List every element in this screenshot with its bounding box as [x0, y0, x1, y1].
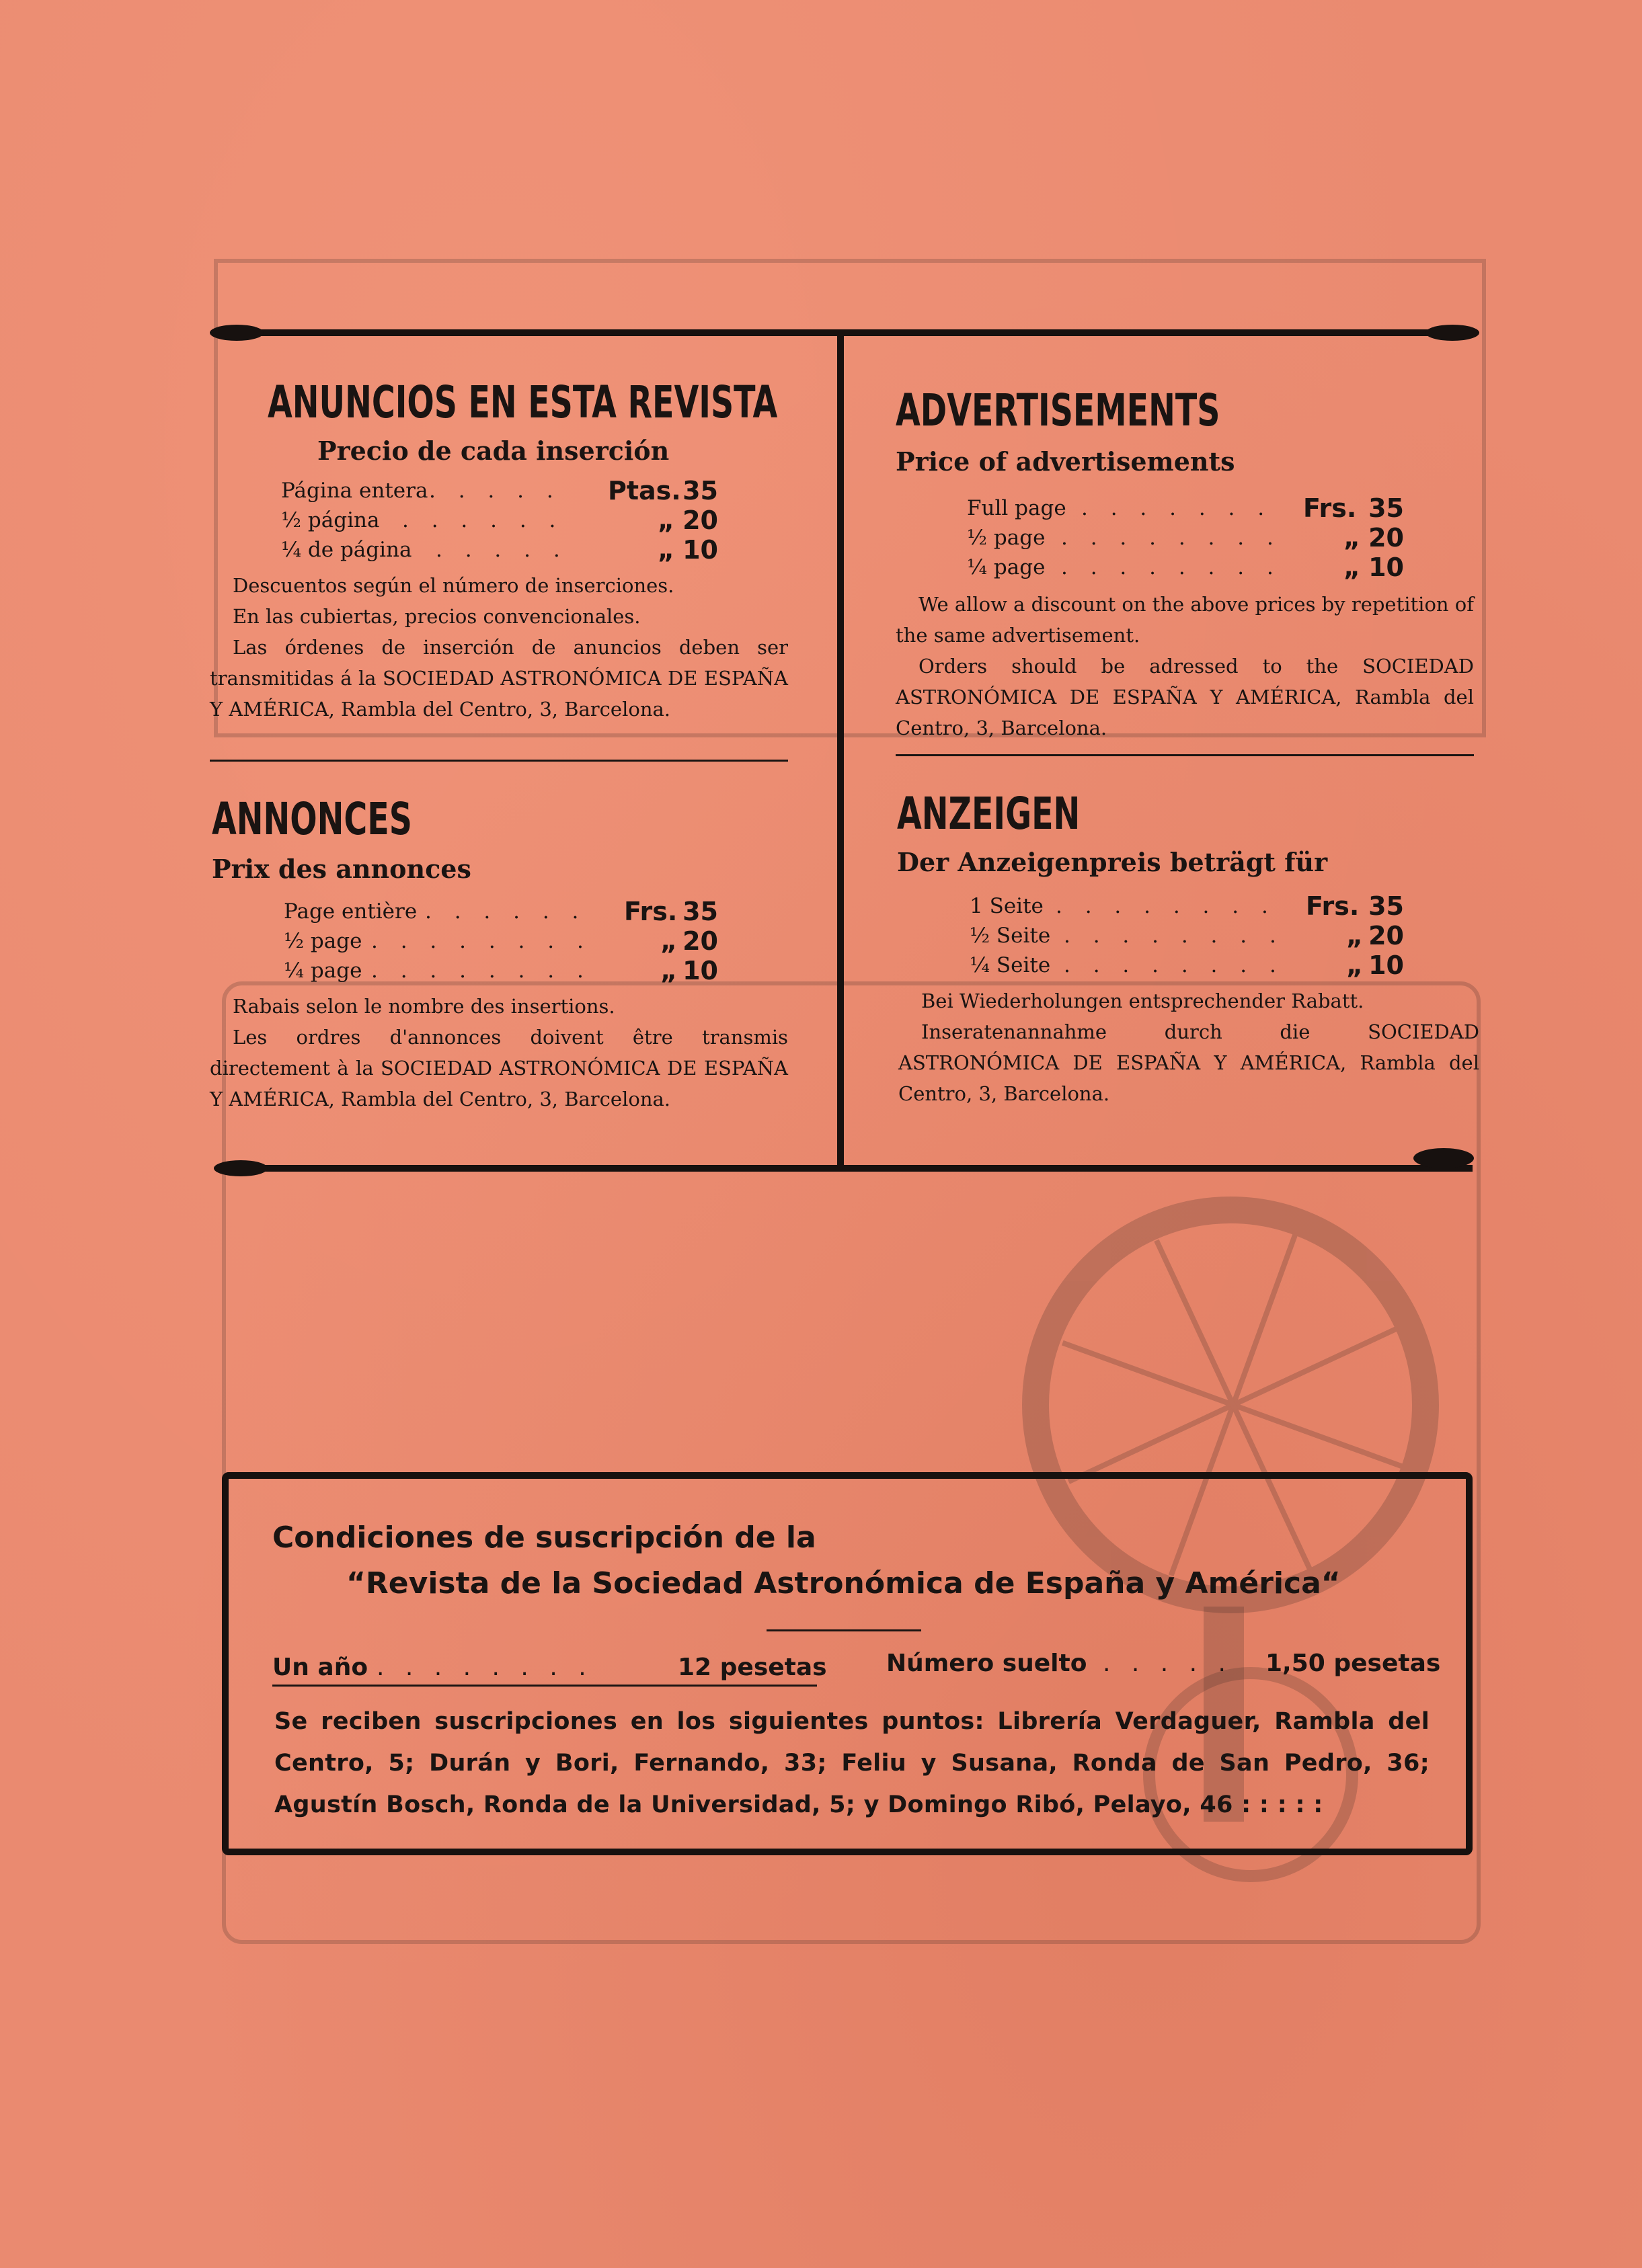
year-underline: [272, 1685, 817, 1687]
spanish-french-separator: [210, 760, 788, 762]
frame-bottom-right-ornament: [1413, 1148, 1474, 1168]
german-subtitle: Der Anzeigenpreis beträgt für: [897, 847, 1328, 877]
frame-top-rule: [222, 329, 1473, 336]
price-row: ½ page . . . . . . . . „ 20: [284, 926, 718, 956]
spanish-price-table: [281, 476, 718, 567]
price-row: Full page . . . . . . . Frs. 35: [967, 493, 1404, 523]
frame-bottom-left-ornament: [214, 1160, 268, 1176]
price-row: ½ página . . . . . . „ 20: [281, 505, 718, 535]
spanish-subtitle: Precio de cada inserción: [317, 436, 670, 466]
german-price-table: [970, 891, 1404, 983]
english-price-table: [967, 493, 1404, 585]
year-subscription-price: 12 pesetas: [678, 1654, 827, 1681]
price-row: ¼ page . . . . . . . . „ 10: [284, 956, 718, 985]
price-row: ¼ de página . . . . . „ 10: [281, 535, 718, 565]
single-issue-price: 1,50 pesetas: [1265, 1650, 1441, 1677]
frame-top-right-ornament: [1425, 325, 1479, 341]
frame-center-divider: [837, 333, 844, 1170]
german-title: ANZEIGEN: [897, 788, 1081, 840]
french-price-table: [284, 899, 718, 988]
spanish-title: ANUNCIOS EN ESTA REVISTA: [268, 376, 778, 428]
english-german-separator: [896, 754, 1474, 756]
subscription-title-rule: [767, 1629, 921, 1631]
price-row: Página entera . . . . . Ptas. 35: [281, 476, 718, 505]
english-title: ADVERTISEMENTS: [896, 384, 1220, 436]
single-issue-dots: . . . . .: [1103, 1650, 1233, 1677]
year-subscription-dots: . . . . . . . .: [377, 1654, 593, 1681]
subscription-points: Se reciben suscripciones en los siguientes puntos: Librería Verdaguer, Rambla del Centro, 5; Durán y Bori, Fernando, 33; Feliu y Susana, Ronda de San Pedro, 36; Agustín Bosch, Ronda de la Universidad, 5; y Domingo Ribó, Pelayo, 46 : : : : :: [274, 1708, 1430, 1818]
english-notes: We allow a discount on the above prices by repetition of the same advertisement. Orders should be adressed to the SOCIEDAD ASTRONÓMICA DE ESPAÑA Y AMÉRICA, Rambla del Centro, 3, Barcelona.: [896, 593, 1474, 739]
french-notes: Rabais selon le nombre des insertions. Les ordres d'annonces doivent être transmis directement à la SOCIEDAD ASTRONÓMICA DE ESPAÑA Y AMÉRICA, Rambla del Centro, 3, Barcelona.: [210, 995, 788, 1110]
price-row: 1 Seite . . . . . . . . Frs. 35: [970, 891, 1404, 921]
french-subtitle: Prix des annonces: [212, 854, 471, 884]
price-row: ¼ page . . . . . . . . „ 10: [967, 553, 1404, 582]
single-issue-label: Número suelto: [886, 1650, 1087, 1677]
english-section: [896, 384, 1434, 477]
price-row: ¼ Seite . . . . . . . . „ 10: [970, 950, 1404, 980]
spanish-section: [268, 376, 806, 466]
german-notes: Bei Wiederholungen entsprechender Rabatt. Inseratenannahme durch die SOCIEDAD ASTRONÓMICA DE ESPAÑA Y AMÉRICA, Rambla del Centro, 3, Barcelona.: [898, 989, 1479, 1105]
french-section: [212, 793, 750, 884]
english-subtitle: Price of advertisements: [896, 446, 1235, 477]
subscription-title-line2: “Revista de la Sociedad Astronómica de España y América“: [346, 1566, 1341, 1601]
frame-bottom-rule: [222, 1165, 1473, 1172]
german-section: [897, 788, 1435, 877]
year-subscription-label: Un año: [272, 1654, 368, 1681]
price-row: ½ page . . . . . . . . „ 20: [967, 523, 1404, 553]
price-row: ½ Seite . . . . . . . . „ 20: [970, 921, 1404, 950]
spanish-notes: Descuentos según el número de inserciones. En las cubiertas, precios convencionales. Las órdenes de inserción de anuncios deben ser transmitidas á la SOCIEDAD ASTRONÓMICA DE ESPAÑA Y AMÉRICA, Rambla del Centro, 3, Barcelona.: [210, 574, 788, 721]
price-row: Page entière . . . . . . Frs. 35: [284, 897, 718, 926]
french-title: ANNONCES: [212, 793, 412, 845]
subscription-title-line1: Condiciones de suscripción de la: [272, 1521, 816, 1555]
frame-top-left-ornament: [210, 325, 264, 341]
